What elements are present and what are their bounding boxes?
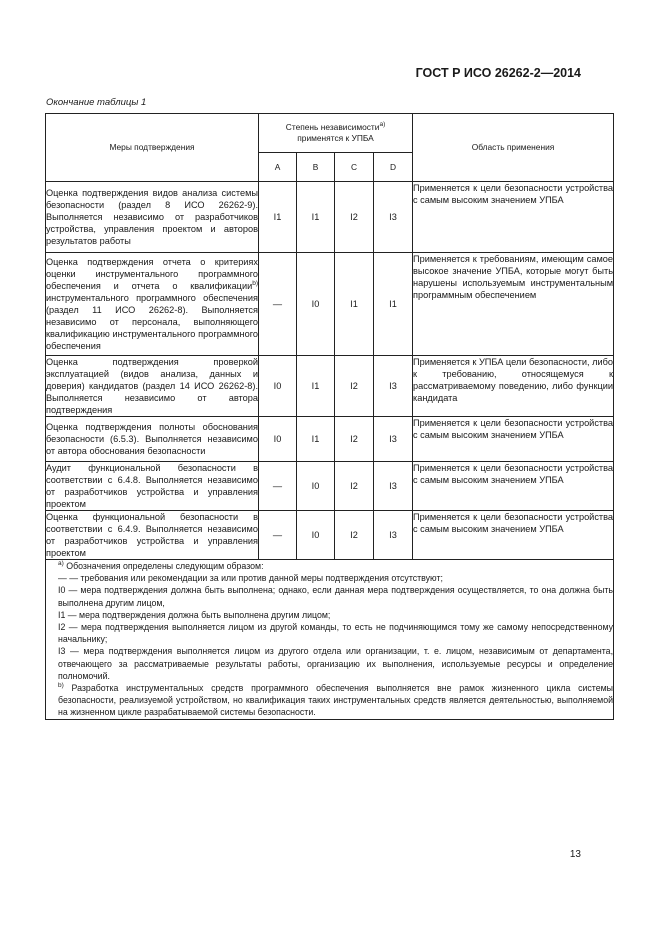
- header-measures: Меры подтверждения: [46, 114, 259, 182]
- level-b-cell: I0: [297, 253, 335, 356]
- level-c-cell: I2: [335, 417, 374, 462]
- note-b-marker: b): [58, 682, 64, 690]
- header-degree-line2: применятся к УПБА: [297, 133, 374, 143]
- note-a-marker: a): [58, 560, 64, 568]
- table-header-row: [46, 114, 614, 153]
- level-c-cell: I1: [335, 253, 374, 356]
- area-cell: Применяется к цели безопасности устройства с самым высоким значением УПБА: [413, 462, 614, 511]
- page-number: 13: [569, 849, 581, 860]
- level-b-cell: I1: [297, 356, 335, 417]
- level-b-cell: I0: [297, 511, 335, 560]
- level-b-cell: I0: [297, 462, 335, 511]
- measure-cell: Оценка подтверждения полноты обоснования безопасности (6.5.3). Выполняется независимо от автора обоснования безопасности: [46, 417, 259, 462]
- note-dash: — — требования или рекомендации за или против данной меры подтверждения отсутствуют;: [58, 573, 443, 584]
- measure-cell: Аудит функциональной безопасности в соответствии с 6.4.8. Выполняется независимо от разработчиков устройства и управления проектом: [46, 463, 258, 509]
- table-notes: [46, 560, 614, 720]
- area-cell: Применяется к цели безопасности устройства с самым высоким значением УПБА: [413, 182, 614, 253]
- document-header-title: ГОСТ Р ИСО 26262-2—2014: [415, 66, 581, 80]
- table-row: [46, 253, 614, 356]
- level-a-cell: I0: [259, 356, 297, 417]
- level-d-cell: I3: [374, 462, 413, 511]
- table-caption: Окончание таблицы 1: [46, 97, 147, 108]
- table-notes-row: [46, 560, 614, 720]
- level-a-cell: —: [259, 511, 297, 560]
- level-c-cell: I2: [335, 511, 374, 560]
- level-c-cell: I2: [335, 462, 374, 511]
- note-b: [46, 682, 613, 719]
- note-b-text: Разработка инструментальных средств программного обеспечения выполняется вне рамок жизненного цикла системы безопасности, реализуемой устройством, но квалификация таких инструментальных средств является деятельностью, выполняемой на жизненном цикле разрабатываемой системы безопасности.: [58, 683, 614, 718]
- level-c: C: [335, 153, 374, 182]
- table-row: [46, 356, 614, 417]
- level-b-cell: I1: [297, 182, 335, 253]
- level-b-cell: I1: [297, 417, 335, 462]
- level-c-cell: I2: [335, 356, 374, 417]
- level-d-cell: I3: [374, 511, 413, 560]
- note-i3: I3 — мера подтверждения выполняется лицом из другого отдела или организации, т. е. лицом, независимым от департамента, отвечающего за рассматриваемые результаты работы, организацию их выполнения, используемые ресурсы и определение полномочий.: [58, 646, 614, 681]
- area-cell: Применяется к цели безопасности устройства с самым высоким значением УПБА: [413, 417, 614, 462]
- area-cell: Применяется к УПБА цели безопасности, либо к требованию, относящемуся к рассматриваемому поведению, либо функции кандидата: [413, 356, 614, 417]
- measure-text-part1: Оценка подтверждения отчета о критериях оценки инструментального программного обеспечения и отчета о квалификации: [46, 257, 258, 291]
- header-degree-main: Степень независимости: [285, 122, 380, 132]
- level-c-cell: I2: [335, 182, 374, 253]
- level-b: B: [297, 153, 335, 182]
- note-a: [46, 560, 613, 572]
- table-row: [46, 182, 614, 253]
- note-i2: I2 — мера подтверждения выполняется лицом из другой команды, то есть не подчиняющимся тому же самому непосредственному начальнику;: [58, 622, 614, 645]
- measure-cell: Оценка подтверждения видов анализа системы безопасности (раздел 8 ИСО 26262-9). Выполняется независимо от разработчиков устройства, управления проектом и авторов результатов работы: [46, 182, 259, 253]
- measure-cell: [46, 253, 259, 356]
- level-d-cell: I3: [374, 182, 413, 253]
- level-d: D: [374, 153, 413, 182]
- measure-text-part2: инструментального программного обеспечения (раздел 11 ИСО 26262-8). Выполняется независимо от персонала, выполняющего квалификацию инструментального программного обеспечения: [46, 293, 258, 351]
- measure-cell: Оценка функциональной безопасности в соответствии с 6.4.9. Выполняется независимо от разработчиков устройства и управления проектом: [46, 512, 258, 558]
- table-row: [46, 462, 614, 511]
- level-a-cell: —: [259, 253, 297, 356]
- level-a: A: [259, 153, 297, 182]
- measure-cell: Оценка подтверждения проверкой эксплуатацией (видов анализа, данных и доверия) кандидатов (раздел 14 ИСО 26262-8). Выполняется независимо от автора подтверждения: [46, 357, 258, 415]
- table-row: [46, 417, 614, 462]
- header-degree: [259, 114, 413, 153]
- note-i1: I1 — мера подтверждения должна быть выполнена другим лицом;: [58, 609, 331, 620]
- header-area: Область применения: [413, 114, 614, 182]
- area-cell: Применяется к цели безопасности устройства с самым высоким значением УПБА: [413, 511, 614, 560]
- level-a-cell: I1: [259, 182, 297, 253]
- table-row: [46, 511, 614, 560]
- note-a-intro: Обозначения определены следующим образом:: [63, 561, 264, 571]
- level-d-cell: I3: [374, 356, 413, 417]
- level-d-cell: I3: [374, 417, 413, 462]
- header-degree-footnote: a): [379, 121, 386, 129]
- area-cell: Применяется к требованиям, имеющим самое высокое значение УПБА, которые могут быть нарушены используемым инструментальным программным обеспечением: [413, 253, 614, 356]
- note-i0: I0 — мера подтверждения должна быть выполнена; однако, если данная мера подтверждения осуществляется, то она должна быть выполнена другим лицом,: [58, 585, 614, 608]
- level-a-cell: —: [259, 462, 297, 511]
- measure-footnote: b): [252, 279, 258, 287]
- confirmation-measures-table: [45, 113, 614, 720]
- level-a-cell: I0: [259, 417, 297, 462]
- level-d-cell: I1: [374, 253, 413, 356]
